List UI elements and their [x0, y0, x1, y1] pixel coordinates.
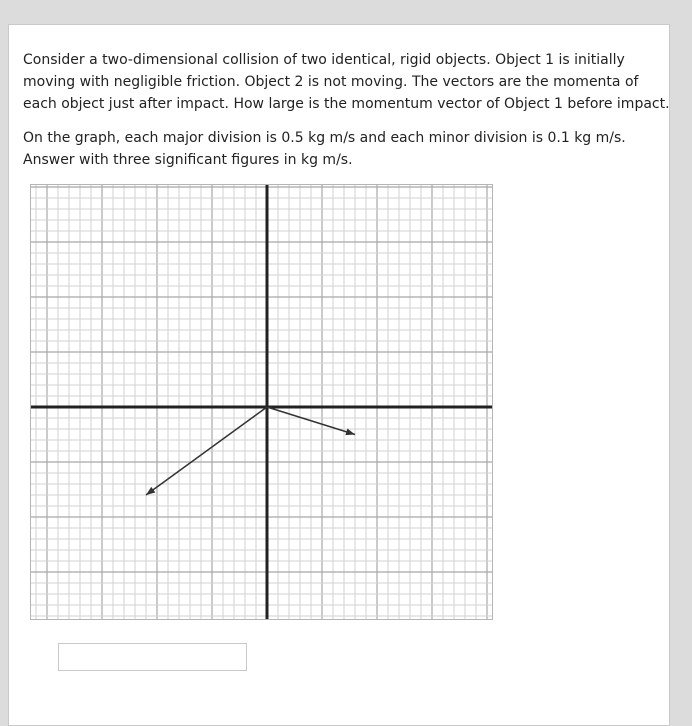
graph-grid	[31, 185, 492, 619]
question-text: Consider a two-dimensional collision of two identical, rigid objects. Object 1 is initially moving with negligible friction. Object 2 is not moving. The vectors are the momenta of each object just after impact. How large is the momentum vector of Object 1 before impact.	[23, 52, 670, 112]
momentum-graph	[30, 184, 493, 620]
graph-instructions: On the graph, each major division is 0.5 kg m/s and each minor division is 0.1 kg m/s. Answer with three significant figures in kg m/s.	[23, 130, 626, 168]
answer-input[interactable]	[58, 643, 247, 671]
vector-arrowhead	[146, 487, 155, 495]
question-card	[8, 24, 670, 726]
